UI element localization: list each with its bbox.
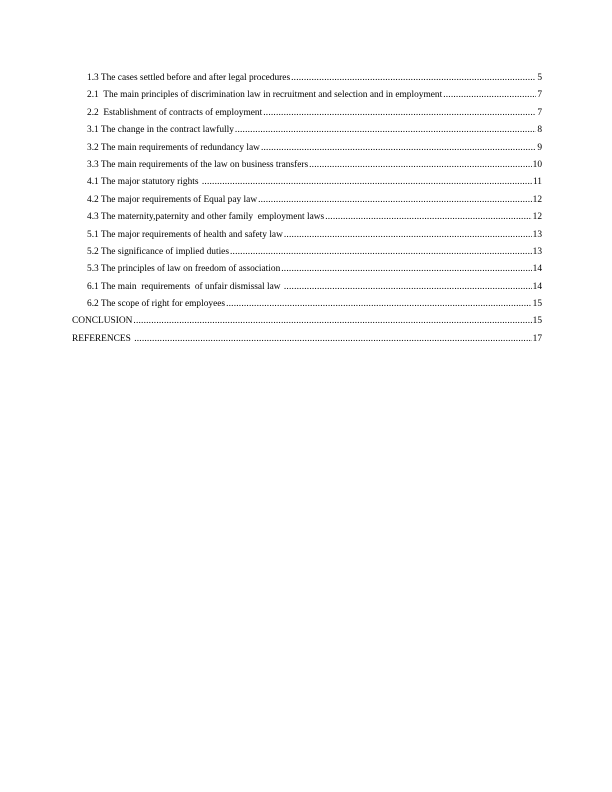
toc-page-number: 13: [532, 246, 542, 257]
toc-dot-leader: [261, 140, 536, 157]
toc-entry[interactable]: [72, 209, 542, 226]
toc-entry[interactable]: [72, 192, 542, 209]
toc-dot-leader: [263, 105, 536, 122]
toc-page-number: 14: [532, 264, 542, 275]
toc-entry-title: 6.1 The main requirements of unfair dismissal law: [87, 281, 283, 292]
toc-page-number: 12: [532, 212, 542, 223]
toc-entry-title: REFERENCES: [72, 333, 134, 344]
toc-page-number: 15: [532, 316, 542, 327]
toc-entry[interactable]: [72, 157, 542, 174]
toc-entry-title: 5.3 The principles of law on freedom of association: [87, 264, 281, 275]
toc-page-number: 10: [532, 159, 542, 170]
toc-dot-leader: [443, 87, 536, 104]
toc-entry[interactable]: [72, 122, 542, 139]
toc-page-number: 5: [537, 73, 542, 83]
toc-entry-title: 4.3 The maternity,paternity and other family employment laws: [87, 212, 325, 223]
toc-entry-title: 1.3 The cases settled before and after legal procedures: [87, 73, 291, 83]
toc-page-number: 15: [532, 299, 542, 310]
toc-dot-leader: [230, 244, 532, 261]
toc-page-number: 12: [532, 194, 542, 205]
toc-entry-title: 4.1 The major statutory rights: [87, 177, 201, 188]
toc-entry-title: 5.2 The significance of implied duties: [87, 246, 229, 257]
toc-dot-leader: [325, 209, 531, 226]
toc-page-number: 11: [532, 177, 542, 188]
table-of-contents: [72, 70, 542, 348]
toc-dot-leader: [309, 157, 531, 174]
toc-entry-title: CONCLUSION: [72, 316, 133, 327]
toc-entry-title: 2.2 Establishment of contracts of employment: [87, 107, 263, 118]
toc-dot-leader: [133, 313, 531, 330]
toc-entry[interactable]: [72, 244, 542, 261]
toc-entry-references[interactable]: [72, 331, 542, 348]
toc-entry[interactable]: [72, 174, 542, 191]
toc-entry-title: 3.3 The main requirements of the law on business transfers: [87, 159, 309, 170]
toc-entry[interactable]: [72, 105, 542, 122]
toc-entry[interactable]: [72, 87, 542, 104]
toc-page-number: 13: [532, 229, 542, 240]
toc-dot-leader: [226, 296, 532, 313]
toc-entry-title: 4.2 The major requirements of Equal pay law: [87, 194, 258, 205]
toc-dot-leader: [202, 174, 532, 191]
toc-dot-leader: [281, 261, 531, 278]
toc-entry-title: 3.1 The change in the contract lawfully: [87, 125, 234, 136]
toc-entry[interactable]: [72, 279, 542, 296]
toc-entry[interactable]: [72, 261, 542, 278]
toc-page-number: 7: [537, 90, 542, 101]
toc-dot-leader: [284, 279, 532, 296]
toc-dot-leader: [258, 192, 532, 209]
toc-page-number: 8: [537, 125, 542, 136]
toc-dot-leader: [134, 331, 531, 348]
toc-entry[interactable]: [72, 296, 542, 313]
toc-entry-title: 2.1 The main principles of discrimination law in recruitment and selection and in employment: [87, 90, 443, 101]
toc-entry-conclusion[interactable]: [72, 313, 542, 330]
toc-entry[interactable]: [72, 227, 542, 244]
toc-page-number: 14: [532, 281, 542, 292]
toc-page-number: 7: [537, 107, 542, 118]
toc-dot-leader: [235, 122, 536, 139]
toc-entry-title: 5.1 The major requirements of health and safety law: [87, 229, 283, 240]
toc-page-number: 9: [537, 142, 542, 153]
toc-dot-leader: [284, 227, 532, 244]
toc-dot-leader: [291, 70, 536, 87]
toc-entry-title: 3.2 The main requirements of redundancy law: [87, 142, 260, 153]
toc-entry-title: 6.2 The scope of right for employees: [87, 299, 226, 310]
toc-page-number: 17: [532, 333, 542, 344]
toc-entry[interactable]: [72, 70, 542, 87]
toc-entry[interactable]: [72, 140, 542, 157]
